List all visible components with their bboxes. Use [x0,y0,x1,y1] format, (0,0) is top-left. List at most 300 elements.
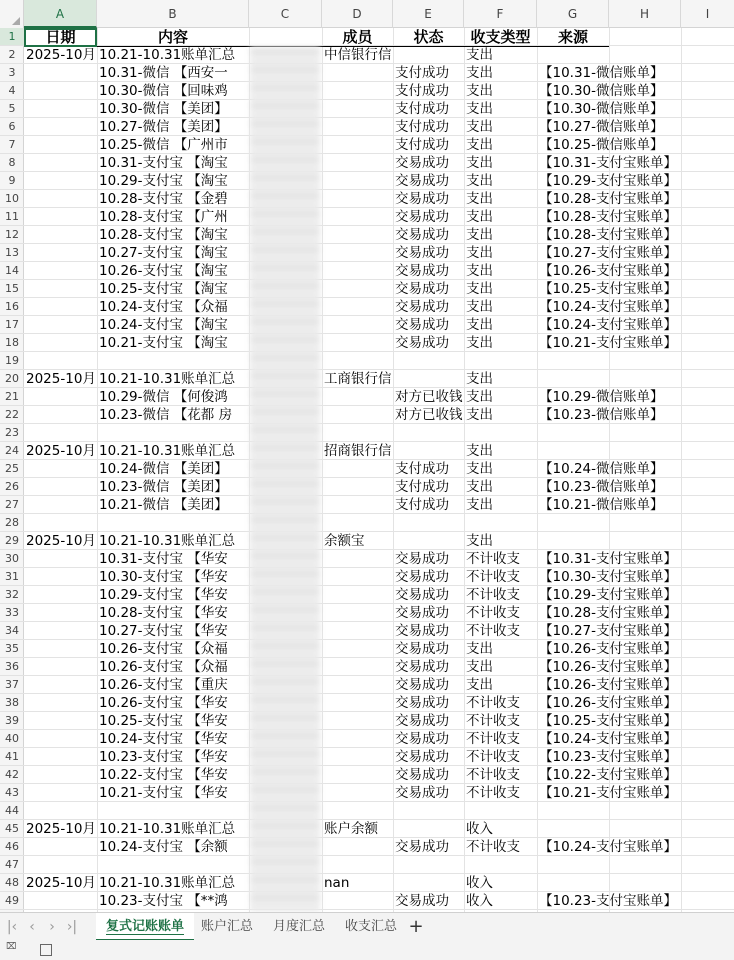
cell-date[interactable] [24,550,97,568]
cell-content[interactable]: 10.23-支付宝 【华安 [99,749,228,765]
cell-status[interactable]: 支付成功 [395,65,449,81]
cell-content[interactable]: 10.22-支付宝 【华安 [99,767,228,783]
cell-status[interactable]: 支付成功 [395,497,449,513]
cell-source[interactable]: 【10.30-支付宝账单】 [539,569,678,585]
cell-member[interactable] [322,262,393,280]
cell-type[interactable]: 收入 [466,893,493,909]
row-number[interactable]: 27 [0,496,24,514]
cell-member[interactable] [322,118,393,136]
cell-status[interactable]: 交易成功 [395,551,449,567]
cell-member[interactable]: 招商银行信 [324,443,392,459]
cell-type[interactable]: 支出 [466,407,493,423]
cell-member[interactable] [322,586,393,604]
row-number[interactable]: 34 [0,622,24,640]
cell-type[interactable]: 不计收支 [466,587,520,603]
row-number[interactable]: 48 [0,874,24,892]
cell-source[interactable]: 【10.28-支付宝账单】 [539,605,678,621]
row-number[interactable]: 17 [0,316,24,334]
cell-status[interactable] [393,874,464,892]
cell-date[interactable] [24,118,97,136]
cell-type[interactable]: 支出 [466,137,493,153]
cell-content[interactable] [97,424,249,442]
cell-status[interactable]: 交易成功 [395,263,449,279]
cell-source[interactable]: 【10.25-支付宝账单】 [539,713,678,729]
cell-date[interactable] [24,622,97,640]
cell-status[interactable]: 支付成功 [395,119,449,135]
cell-source[interactable]: 【10.24-支付宝账单】 [539,299,678,315]
column-header-f[interactable]: F [464,0,537,28]
cell-type[interactable]: 支出 [466,209,493,225]
cell-type[interactable]: 收入 [466,875,493,891]
cell-source[interactable] [537,370,709,388]
cell-type[interactable]: 不计收支 [466,713,520,729]
cell-source[interactable] [537,532,709,550]
cell-type[interactable]: 不计收支 [466,731,520,747]
cell-date[interactable] [24,658,97,676]
tab-sheet-1[interactable]: 账户汇总 [201,919,254,934]
cell-type[interactable]: 支出 [466,533,493,549]
cell-date[interactable] [24,856,97,874]
cell-status[interactable]: 交易成功 [395,335,449,351]
cell-status[interactable]: 交易成功 [395,893,449,909]
row-number[interactable]: 19 [0,352,24,370]
row-number[interactable]: 31 [0,568,24,586]
cell-member[interactable] [322,712,393,730]
cell-date[interactable] [24,280,97,298]
cell-member[interactable] [322,208,393,226]
column-header-e[interactable]: E [393,0,464,28]
cell-type[interactable]: 支出 [466,443,493,459]
sheet-grid[interactable] [24,28,734,912]
cell-type[interactable]: 支出 [466,47,493,63]
cell-source[interactable]: 【10.30-微信账单】 [539,101,664,117]
cell-content[interactable]: 10.21-支付宝 【华安 [99,785,228,801]
row-number[interactable]: 20 [0,370,24,388]
cell-source[interactable] [537,802,709,820]
cell-member[interactable] [322,280,393,298]
cell-type[interactable]: 支出 [466,299,493,315]
cell-status[interactable] [393,46,464,64]
cell-type[interactable]: 不计收支 [466,569,520,585]
cell-source[interactable]: 【10.26-支付宝账单】 [539,641,678,657]
cell-date[interactable] [24,586,97,604]
cell-type[interactable]: 不计收支 [466,767,520,783]
cell-type[interactable]: 支出 [466,497,493,513]
cell-source[interactable]: 【10.24-微信账单】 [539,461,664,477]
cell-source[interactable]: 【10.26-支付宝账单】 [539,677,678,693]
tab-sheet-3[interactable]: 收支汇总 [345,919,398,934]
cell-content[interactable]: 10.30-支付宝 【华安 [99,569,228,585]
cell-status[interactable]: 交易成功 [395,641,449,657]
header-status[interactable]: 状态 [413,28,444,46]
cell-content[interactable]: 10.27-支付宝 【淘宝 [99,245,228,261]
tab-sheet-2[interactable]: 月度汇总 [273,919,326,934]
row-number[interactable]: 22 [0,406,24,424]
cell-source[interactable] [537,352,709,370]
row-number[interactable]: 47 [0,856,24,874]
cell-content[interactable]: 10.21-微信 【美团】 [99,497,228,513]
cell-member[interactable] [322,136,393,154]
header-source[interactable]: 来源 [557,28,588,46]
cell-status[interactable]: 交易成功 [395,191,449,207]
cell-type[interactable]: 支出 [466,641,493,657]
row-number[interactable]: 24 [0,442,24,460]
last-sheet-icon[interactable]: ›| [66,919,78,935]
cell-content[interactable]: 10.21-10.31账单汇总 [99,821,236,837]
cell-type[interactable]: 不计收支 [466,839,520,855]
cell-date[interactable] [24,334,97,352]
row-number[interactable]: 36 [0,658,24,676]
cell-content[interactable] [97,802,249,820]
cell-member[interactable] [322,154,393,172]
cell-source[interactable]: 【10.31-微信账单】 [539,65,664,81]
row-number[interactable]: 9 [0,172,24,190]
cell-status[interactable] [393,532,464,550]
cell-content[interactable]: 10.21-10.31账单汇总 [99,47,236,63]
cell-status[interactable] [393,352,464,370]
cell-status[interactable]: 对方已收钱 [395,389,463,405]
cell-content[interactable]: 10.29-支付宝 【华安 [99,587,228,603]
cell-date[interactable]: 2025-10月 [26,47,96,63]
cell-member[interactable] [322,64,393,82]
cell-source[interactable]: 【10.31-支付宝账单】 [539,551,678,567]
cell-member[interactable] [322,478,393,496]
cell-date[interactable] [24,676,97,694]
cell-content[interactable]: 10.24-微信 【美团】 [99,461,228,477]
prev-sheet-icon[interactable]: ‹ [29,919,35,935]
row-number[interactable]: 38 [0,694,24,712]
row-number[interactable]: 18 [0,334,24,352]
row-number[interactable]: 23 [0,424,24,442]
cell-content[interactable]: 10.21-10.31账单汇总 [99,875,236,891]
cell-type[interactable]: 不计收支 [466,623,520,639]
cell-member[interactable] [322,730,393,748]
cell-source[interactable]: 【10.26-支付宝账单】 [539,263,678,279]
cell-status[interactable]: 交易成功 [395,155,449,171]
cell-date[interactable] [24,496,97,514]
cell-date[interactable] [24,316,97,334]
cell-source[interactable]: 【10.31-支付宝账单】 [539,155,678,171]
cell-source[interactable]: 【10.23-微信账单】 [539,407,664,423]
cell-content[interactable]: 10.30-微信 【美团】 [99,101,228,117]
cell-member[interactable] [322,424,393,442]
cell-source[interactable] [537,46,709,64]
cell-content[interactable]: 10.23-支付宝 【**鸿 [99,893,228,909]
cell-source[interactable]: 【10.27-支付宝账单】 [539,623,678,639]
column-header-a[interactable]: A [24,0,97,28]
cell-type[interactable]: 支出 [466,479,493,495]
row-number[interactable]: 40 [0,730,24,748]
cell-member[interactable] [322,640,393,658]
cell-type[interactable] [464,802,537,820]
cell-status[interactable]: 交易成功 [395,317,449,333]
cell-status[interactable]: 交易成功 [395,785,449,801]
cell-status[interactable]: 交易成功 [395,569,449,585]
column-header-c[interactable]: C [249,0,322,28]
cell-date[interactable] [24,640,97,658]
cell-member[interactable]: 工商银行信 [324,371,392,387]
cell-date[interactable] [24,568,97,586]
row-number[interactable]: 49 [0,892,24,910]
cell-source[interactable]: 【10.24-支付宝账单】 [539,317,678,333]
cell-date[interactable] [24,136,97,154]
cell-content[interactable]: 10.29-微信 【何俊鸿 [99,389,228,405]
cell-member[interactable] [322,334,393,352]
cell-date[interactable] [24,766,97,784]
row-number[interactable]: 28 [0,514,24,532]
cell-status[interactable]: 交易成功 [395,173,449,189]
cell-source[interactable]: 【10.30-微信账单】 [539,83,664,99]
cell-content[interactable]: 10.21-10.31账单汇总 [99,533,236,549]
row-number[interactable]: 15 [0,280,24,298]
cell-status[interactable]: 支付成功 [395,461,449,477]
cell-source[interactable] [537,820,709,838]
cell-content[interactable]: 10.28-支付宝 【淘宝 [99,227,228,243]
cell-type[interactable] [464,352,537,370]
cell-source[interactable]: 【10.25-微信账单】 [539,137,664,153]
cell-date[interactable]: 2025-10月 [26,443,96,459]
cell-status[interactable]: 交易成功 [395,749,449,765]
cell-date[interactable] [24,208,97,226]
cell-date[interactable] [24,388,97,406]
cell-status[interactable]: 交易成功 [395,605,449,621]
cell-status[interactable]: 交易成功 [395,299,449,315]
cell-member[interactable] [322,100,393,118]
cell-type[interactable]: 支出 [466,371,493,387]
cell-status[interactable]: 对方已收钱 [395,407,463,423]
cell-type[interactable]: 支出 [466,317,493,333]
cell-status[interactable]: 支付成功 [395,479,449,495]
cell-content[interactable]: 10.21-10.31账单汇总 [99,371,236,387]
column-header-g[interactable]: G [537,0,609,28]
cell-date[interactable] [24,838,97,856]
cell-type[interactable]: 支出 [466,245,493,261]
cell-type[interactable] [464,514,537,532]
cell-date[interactable]: 2025-10月 [26,533,96,549]
cell-content[interactable]: 10.30-微信 【回味鸡 [99,83,228,99]
cell-content[interactable]: 10.28-支付宝 【金碧 [99,191,228,207]
cell-member[interactable] [322,226,393,244]
cell-source[interactable] [537,514,709,532]
cell-type[interactable]: 支出 [466,659,493,675]
cell-date[interactable] [24,244,97,262]
first-sheet-icon[interactable]: |‹ [6,919,18,935]
row-number[interactable]: 37 [0,676,24,694]
cell-content[interactable]: 10.25-支付宝 【淘宝 [99,281,228,297]
cell-status[interactable]: 交易成功 [395,659,449,675]
select-all-corner[interactable] [0,0,24,28]
column-header-b[interactable]: B [97,0,249,28]
cell-status[interactable]: 支付成功 [395,137,449,153]
cell-source[interactable]: 【10.24-支付宝账单】 [539,839,678,855]
cell-source[interactable]: 【10.27-支付宝账单】 [539,245,678,261]
cell-date[interactable] [24,298,97,316]
row-number[interactable]: 2 [0,46,24,64]
cell-member[interactable] [322,82,393,100]
cell-status[interactable]: 支付成功 [395,83,449,99]
cell-content[interactable]: 10.27-支付宝 【华安 [99,623,228,639]
row-number[interactable]: 29 [0,532,24,550]
cell-content[interactable]: 10.23-微信 【花都 房 [99,407,233,423]
cell-member[interactable] [322,316,393,334]
cell-type[interactable]: 支出 [466,281,493,297]
cell-type[interactable] [464,424,537,442]
row-number[interactable]: 4 [0,82,24,100]
cell-date[interactable] [24,100,97,118]
add-sheet-button[interactable]: + [408,916,424,937]
cell-content[interactable] [97,856,249,874]
cell-member[interactable] [322,496,393,514]
cell-member[interactable] [322,550,393,568]
cell-source[interactable]: 【10.21-支付宝账单】 [539,785,678,801]
cell-content[interactable]: 10.26-支付宝 【华安 [99,695,228,711]
cell-type[interactable]: 不计收支 [466,551,520,567]
cell-date[interactable] [24,712,97,730]
cell-status[interactable]: 交易成功 [395,245,449,261]
cell-member[interactable] [322,244,393,262]
cell-status[interactable]: 交易成功 [395,677,449,693]
row-number[interactable]: 33 [0,604,24,622]
cell-member[interactable] [322,766,393,784]
cell-status[interactable] [393,820,464,838]
cell-content[interactable]: 10.24-支付宝 【余额 [99,839,228,855]
cell-date[interactable]: 2025-10月 [26,371,96,387]
header-member[interactable]: 成员 [342,28,373,46]
cell-date[interactable] [24,784,97,802]
cell-content[interactable]: 10.26-支付宝 【淘宝 [99,263,228,279]
cell-member[interactable] [322,172,393,190]
cell-status[interactable]: 交易成功 [395,623,449,639]
cell-date[interactable] [24,802,97,820]
cell-status[interactable] [393,856,464,874]
cell-content[interactable]: 10.24-支付宝 【众福 [99,299,228,315]
cell-member[interactable] [322,568,393,586]
cell-type[interactable]: 支出 [466,83,493,99]
cell-member[interactable] [322,694,393,712]
macro-icon[interactable]: ⌧ [6,942,17,952]
cell-date[interactable] [24,478,97,496]
cell-source[interactable] [537,874,709,892]
cell-member[interactable]: 余额宝 [324,533,365,549]
cell-content[interactable]: 10.24-支付宝 【华安 [99,731,228,747]
row-number[interactable]: 44 [0,802,24,820]
cell-source[interactable]: 【10.23-支付宝账单】 [539,893,678,909]
cell-member[interactable]: 账户余额 [324,821,378,837]
cell-member[interactable] [322,802,393,820]
row-number[interactable]: 32 [0,586,24,604]
row-number[interactable]: 5 [0,100,24,118]
row-number[interactable]: 25 [0,460,24,478]
cell-source[interactable]: 【10.28-支付宝账单】 [539,191,678,207]
cell-source[interactable]: 【10.24-支付宝账单】 [539,731,678,747]
cell-date[interactable] [24,226,97,244]
cell-member[interactable] [322,658,393,676]
row-number[interactable]: 11 [0,208,24,226]
cell-date[interactable] [24,172,97,190]
cell-status[interactable]: 交易成功 [395,731,449,747]
cell-type[interactable]: 支出 [466,65,493,81]
cell-member[interactable] [322,892,393,910]
cell-type[interactable]: 支出 [466,335,493,351]
cell-date[interactable]: 2025-10月 [26,821,96,837]
cell-type[interactable]: 支出 [466,119,493,135]
cell-status[interactable]: 交易成功 [395,281,449,297]
header-date[interactable]: 日期 [45,28,76,46]
cell-member[interactable] [322,460,393,478]
cell-member[interactable] [322,838,393,856]
cell-type[interactable]: 支出 [466,389,493,405]
cell-source[interactable]: 【10.29-支付宝账单】 [539,173,678,189]
cell-source[interactable]: 【10.22-支付宝账单】 [539,767,678,783]
row-number[interactable]: 41 [0,748,24,766]
cell-content[interactable]: 10.26-支付宝 【众福 [99,659,228,675]
cell-member[interactable] [322,784,393,802]
cell-content[interactable]: 10.25-微信 【广州市 [99,137,228,153]
row-number[interactable]: 46 [0,838,24,856]
cell-member[interactable] [322,388,393,406]
cell-status[interactable]: 支付成功 [395,101,449,117]
row-number[interactable]: 1 [0,28,24,46]
row-number[interactable]: 16 [0,298,24,316]
cell-status[interactable]: 交易成功 [395,587,449,603]
row-number[interactable]: 12 [0,226,24,244]
cell-source[interactable]: 【10.23-微信账单】 [539,479,664,495]
cell-status[interactable]: 交易成功 [395,767,449,783]
cell-date[interactable] [24,64,97,82]
cell-date[interactable] [24,694,97,712]
cell-content[interactable]: 10.21-10.31账单汇总 [99,443,236,459]
cell-source[interactable]: 【10.25-支付宝账单】 [539,281,678,297]
cell-member[interactable] [322,352,393,370]
cell-status[interactable] [393,442,464,460]
header-type[interactable]: 收支类型 [470,28,531,46]
cell-date[interactable] [24,748,97,766]
cell-type[interactable]: 支出 [466,227,493,243]
cell-content[interactable]: 10.25-支付宝 【华安 [99,713,228,729]
cell-status[interactable]: 交易成功 [395,227,449,243]
cell-content[interactable]: 10.24-支付宝 【淘宝 [99,317,228,333]
cell-type[interactable]: 支出 [466,677,493,693]
cell-source[interactable]: 【10.21-微信账单】 [539,497,664,513]
cell-date[interactable] [24,154,97,172]
cell-source[interactable]: 【10.27-微信账单】 [539,119,664,135]
cell-content[interactable]: 10.26-支付宝 【重庆 [99,677,228,693]
row-number[interactable]: 21 [0,388,24,406]
cell-source[interactable]: 【10.29-支付宝账单】 [539,587,678,603]
cell-content[interactable]: 10.27-微信 【美团】 [99,119,228,135]
cell-content[interactable] [97,352,249,370]
cell-member[interactable] [322,676,393,694]
cell-source[interactable]: 【10.26-支付宝账单】 [539,659,678,675]
cell-source[interactable]: 【10.29-微信账单】 [539,389,664,405]
cell-content[interactable]: 10.31-支付宝 【淘宝 [99,155,228,171]
cell-type[interactable]: 支出 [466,173,493,189]
next-sheet-icon[interactable]: › [49,919,55,935]
cell-source[interactable] [537,856,709,874]
cell-date[interactable] [24,190,97,208]
cell-member[interactable] [322,604,393,622]
cell-content[interactable]: 10.31-微信 【西安一 [99,65,228,81]
cell-status[interactable] [393,802,464,820]
row-number[interactable]: 6 [0,118,24,136]
column-header-d[interactable]: D [322,0,393,28]
cell-status[interactable]: 交易成功 [395,713,449,729]
cell-member[interactable]: 中信银行信 [324,47,392,63]
row-number[interactable]: 10 [0,190,24,208]
cell-status[interactable] [393,370,464,388]
cell-date[interactable] [24,262,97,280]
cell-type[interactable]: 不计收支 [466,695,520,711]
